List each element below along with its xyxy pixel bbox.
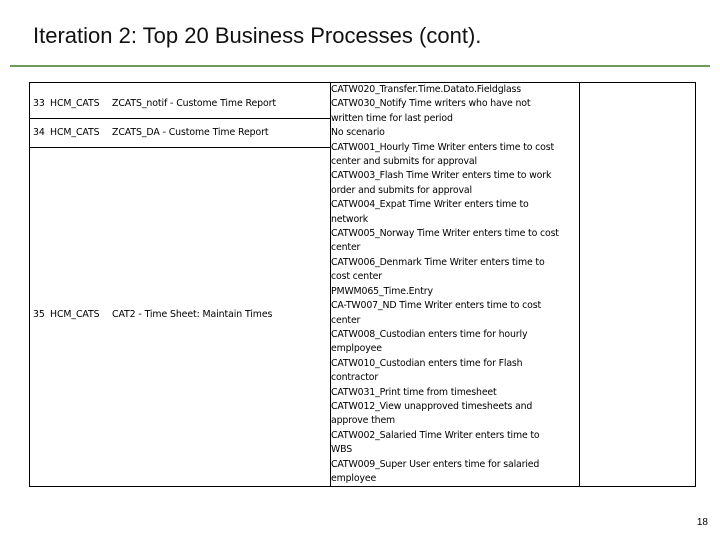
scenario-line: center [331,314,361,326]
row-number: 35 [33,309,45,320]
scenario-line: CATW003_Flash Time Writer enters time to work [331,170,552,182]
row-process: ZCATS_DA - Custome Time Report [112,127,269,138]
row-divider [30,147,330,148]
table-row [30,308,272,322]
scenario-line: CATW009_Super User enters time for salaried [331,458,540,470]
scenario-line: CATW005_Norway Time Writer enters time to cost [331,228,559,240]
scenario-line: CATW002_Salaried Time Writer enters time to [331,429,540,441]
process-table [29,82,696,487]
scenario-line: CATW001_Hourly Time Writer enters time to cost [331,141,555,153]
row-number: 34 [33,127,45,138]
row-process: ZCATS_notif - Custome Time Report [112,98,276,109]
scenario-line: WBS [331,444,353,456]
scenario-line: center [331,242,361,254]
scenario-line: CATW008_Custodian enters time for hourly [331,328,528,340]
row-divider [30,118,330,119]
row-system: HCM_CATS [50,309,100,320]
scenario-line: emplpoyee [331,343,382,355]
scenario-list [331,83,581,486]
page-number: 18 [696,517,708,528]
scenario-line: CATW006_Denmark Time Writer enters time to [331,256,545,268]
scenario-line: network [331,213,369,225]
row-process: CAT2 - Time Sheet: Maintain Times [112,309,273,320]
row-system: HCM_CATS [50,98,100,109]
scenario-line: order and submits for approval [331,184,472,196]
scenario-line: cost center [331,271,382,283]
row-number: 33 [33,98,45,109]
table-row [30,97,276,111]
scenario-line: center and submits for approval [331,156,477,168]
row-system: HCM_CATS [50,127,100,138]
scenario-line: CATW031_Print time from timesheet [331,386,497,398]
scenario-line: CA-TW007_ND Time Writer enters time to cost [331,300,541,312]
scenario-line: employee [331,472,377,484]
scenario-line: CATW012_View unapproved timesheets and [331,400,533,412]
scenario-line: CATW020_Transfer.Time.Datato.Fieldglass [331,84,522,95]
scenario-line: PMWM065_Time.Entry [331,285,433,297]
scenario-line: CATW004_Expat Time Writer enters time to [331,199,529,211]
title-divider [10,65,710,67]
scenario-line: CATW010_Custodian enters time for Flash [331,357,523,369]
table-row [30,126,269,140]
scenario-line: CATW030_Notify Time writers who have not [331,98,531,110]
scenario-line: contractor [331,372,379,384]
scenario-line: approve them [331,415,396,427]
scenario-line: written time for last period [331,112,453,124]
slide-title: Iteration 2: Top 20 Business Processes (cont). [33,23,482,48]
scenario-line: No scenario [331,127,385,139]
